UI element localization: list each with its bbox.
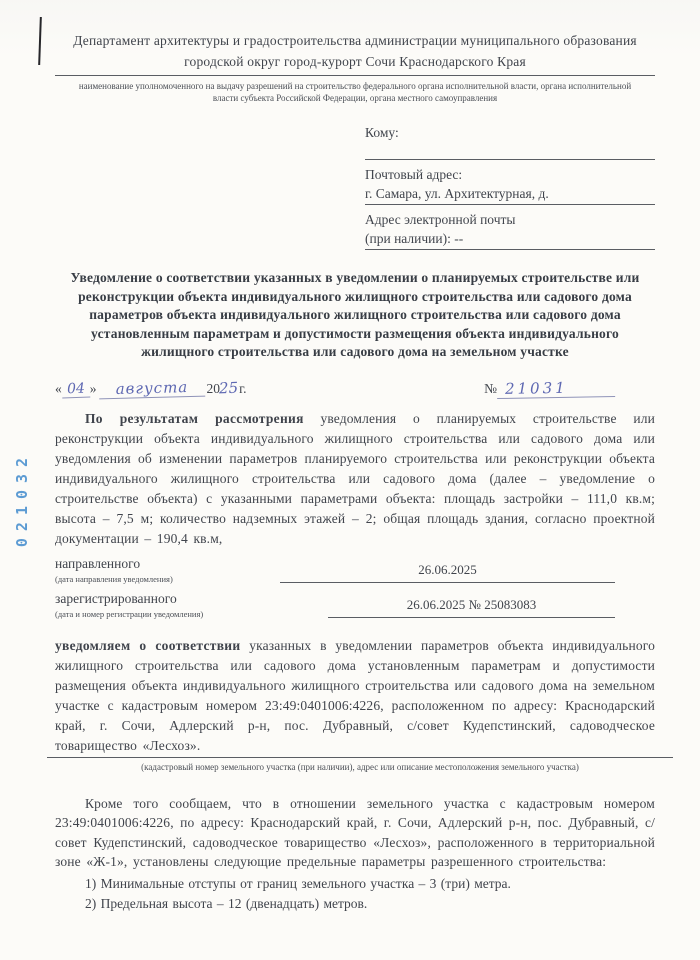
sent-date-value: 26.06.2025	[280, 562, 615, 583]
document-number-field	[484, 379, 615, 398]
date-open-quote: «	[55, 380, 62, 396]
number-label: №	[484, 380, 497, 396]
recipient-block	[365, 125, 655, 250]
letterhead	[55, 30, 655, 104]
date-month-handwritten: августа	[98, 377, 204, 399]
letterhead-note: наименование уполномоченного на выдачу разрешений на строительство федерального органа исполнительной власти, органа исполнительной власти субъекта Российской Федерации, органа местного самоуправления	[78, 81, 632, 103]
date-year-prefix: 20	[206, 380, 220, 396]
date-field	[55, 379, 246, 398]
compliance-paragraph	[55, 636, 655, 756]
results-paragraph-lead: По результатам рассмотрения	[85, 410, 304, 426]
results-paragraph	[55, 409, 655, 549]
recipient-postal-label: Почтовый адрес:	[365, 167, 463, 182]
date-year-handwritten: 25	[218, 378, 239, 397]
recipient-postal-value: г. Самара, ул. Архитектурная, д.	[365, 186, 655, 205]
org-name-line1: Департамент архитектуры и градостроительства администрации муниципального образования	[73, 33, 637, 48]
letterhead-rule	[55, 75, 655, 76]
sent-label: направленного	[55, 555, 141, 571]
additional-info-paragraph: Кроме того сообщаем, что в отношении земельного участка с кадастровым номером 23:49:0401006:4226, по адресу: Краснодарский край, г. Сочи, Адлерский р-н, пос. Дубравный, с/совет Кудепстинский, садоводческое товарищество «Лесхоз», расположенного в территориальной зоне «Ж-1», установлены следующие предельные параметры разрешенного строительства:	[55, 795, 655, 869]
sent-label-block	[55, 556, 173, 584]
registered-label-block	[55, 591, 203, 619]
date-day-handwritten: 04	[61, 380, 90, 398]
registered-row	[55, 591, 655, 619]
setback-parameter-item: 1) Минимальные отступы от границ земельного участка – 3 (три) метра.	[85, 875, 511, 891]
recipient-email-value: (при наличии): --	[365, 231, 655, 250]
org-name-line2: городской округ город-курорт Сочи Краснодарского Края	[184, 54, 526, 69]
document-number-handwritten: 21031	[497, 377, 615, 398]
sent-row	[55, 556, 655, 584]
height-parameter-item: 2) Предельная высота – 12 (двенадцать) метров.	[85, 896, 368, 911]
registered-note: (дата и номер регистрации уведомления)	[55, 608, 204, 619]
registered-label: зарегистрированного	[55, 590, 177, 606]
date-and-number-row	[55, 379, 655, 398]
date-year-suffix: г.	[239, 380, 247, 396]
sent-note: (дата направления уведомления)	[55, 573, 173, 584]
compliance-paragraph-lead: уведомляем о соответствии	[55, 637, 241, 653]
cadastre-rule	[47, 757, 673, 773]
compliance-paragraph-rest: указанных в уведомлении параметров объекта индивидуального жилищного строительства или садового дома установленным параметрам и допустимости размещения объекта индивидуального жилищного строительства или садового дома на земельном участке с кадастровым номером 23:49:0401006:4226, расположенном по адресу: Краснодарский край, г. Сочи, Адлерский р-н, пос. Дубравный, с/совет Кудепстинский, садоводческое товарищество «Лесхоз».	[55, 637, 656, 753]
vertical-registration-stamp: 021032	[13, 450, 31, 548]
results-paragraph-rest: уведомления о планируемых строительстве или реконструкции объекта индивидуального жилищного строительства или садового дома или уведомления об изменении параметров планируемого строительства или реконструкции объекта индивидуального жилищного строительства или садового дома (далее – уведомление о строительстве объекта) с указанными параметрами объекта: площадь застройки – 111,0 кв.м; высота – 7,5 м; количество надземных этажей – 2; общая площадь здания, согласно проектной документации – 190,4 кв.м,	[55, 410, 655, 546]
recipient-email-label: Адрес электронной почты	[365, 212, 516, 227]
registered-value: 26.06.2025 № 25083083	[328, 597, 615, 618]
date-close-quote: »	[89, 380, 97, 396]
document-title: Уведомление о соответствии указанных в уведомлении о планируемых строительстве или реконструкции объекта индивидуального жилищного строительства или садового дома параметров объекта индивидуального жилищного строительства или садового дома установленным параметрам и допустимости размещения объекта индивидуального жилищного строительства или садового дома на земельном участке	[70, 270, 640, 359]
cadastre-note: (кадастровый номер земельного участка (при наличии), адрес или описание местоположения земельного участка)	[141, 761, 579, 772]
recipient-to-label: Кому:	[365, 125, 655, 160]
